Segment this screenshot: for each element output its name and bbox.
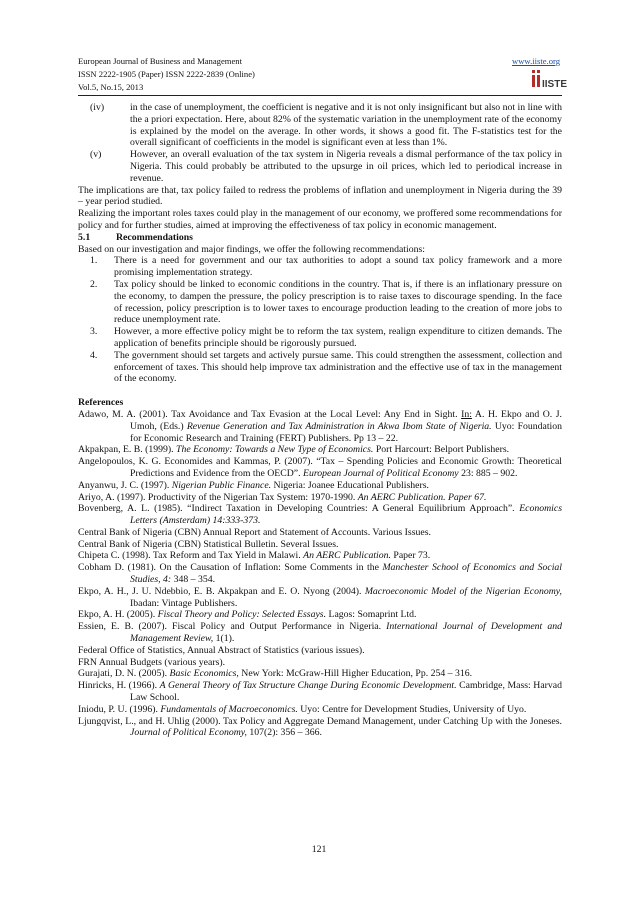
reference-text: Gurajati, D. N. (2005). — [78, 668, 170, 680]
reference-details: 23: 885 – 902. — [458, 467, 518, 479]
reference-entry — [78, 586, 562, 610]
recommendation-text: Tax policy should be linked to economic conditions in the country. That is, if there is an inflationary pressure on the economy, to dampen the pressure, the policy prescription is to raise taxes to discourage spending. In the face of recession, policy prescription is to lower taxes to encourage production leading to the creation of more jobs to reduce unemployment rate. — [114, 278, 562, 326]
reference-text: Bovenberg, A. L. (1985). “Indirect Taxation in Developing Countries: A General Equilibrium Approach”. — [78, 503, 520, 515]
reference-entry — [78, 503, 562, 527]
recommendation-marker: 4. — [90, 349, 98, 361]
reference-title: An AERC Publication. Paper 67. — [357, 491, 487, 503]
reference-text: A. H. Ekpo and O. J. Umoh, (Eds.) — [130, 408, 562, 432]
reference-text: FRN Annual Budgets (various years). — [78, 656, 226, 668]
reference-details: 107(2): 356 – 366. — [246, 727, 322, 739]
reference-title: European Journal of Political Economy — [303, 467, 459, 479]
reference-details: Port Harcourt: Belport Publishers. — [373, 444, 510, 456]
finding-item — [78, 149, 562, 184]
reference-title: International Journal of Development and Management Review, — [130, 621, 562, 645]
recommendations-intro: Based on our investigation and major findings, we offer the following recommendations: — [78, 243, 425, 255]
section-title: Recommendations — [116, 231, 193, 243]
recommendation-text: The government should set targets and actively pursue same. This could strengthen the assessment, collection and enforcement of taxes. This should help improve tax administration and the effective use of tax in the management of the economy. — [114, 349, 562, 385]
recommendation-item — [78, 350, 562, 385]
roles-paragraph: Realizing the important roles taxes could play in the management of our economy, we proffered some recommendations for policy and for further studies, aimed at improving the effectiveness of tax policy in economic management. — [78, 208, 562, 231]
reference-title: Macroeconomic Model of the Nigerian Economy, — [364, 585, 562, 597]
reference-text: Iniodu, P. U. (1996). — [78, 703, 161, 715]
recommendation-item — [78, 279, 562, 326]
reference-title: The Economy: Towards a New Type of Economics. — [176, 444, 374, 456]
reference-title: Manchester School of Economics and Social Studies, 4: — [130, 562, 562, 586]
reference-entry — [78, 562, 562, 586]
reference-text: Essien, E. B. (2007). Fiscal Policy and Output Performance in Nigeria. — [78, 621, 387, 633]
main-text — [78, 102, 562, 739]
finding-marker: (iv) — [90, 102, 105, 113]
reference-details: 1(1). — [213, 633, 235, 645]
reference-title: Revenue Generation and Tax Administration in Akwa Ibom State of Nigeria. — [186, 420, 492, 432]
recommendation-text: However, a more effective policy might be to reform the tax system, realign expenditure to citizen demands. The application of benefits principle should be rigorously pursued. — [114, 326, 562, 349]
reference-details: New York: McGraw-Hill Higher Education, Pp. 254 – 316. — [238, 668, 473, 680]
reference-text: Chipeta C. (1998). Tax Reform and Tax Yield in Malawi. — [78, 550, 304, 562]
reference-details: Lagos: Somaprint Ltd. — [326, 609, 417, 621]
journal-url-link[interactable]: www.iiste.org — [512, 56, 560, 66]
reference-underlined: In: — [461, 408, 472, 420]
reference-title: Economics Letters (Amsterdam) 14:333-373. — [130, 503, 562, 527]
reference-text: Central Bank of Nigeria (CBN) Annual Report and Statement of Accounts. Various Issues. — [78, 526, 431, 538]
reference-entry — [78, 645, 562, 657]
reference-title: Journal of Political Economy, — [130, 727, 247, 739]
finding-item — [78, 102, 562, 149]
reference-text: Anyanwu, J. C. (1997). — [78, 479, 172, 491]
reference-text: Ljungqvist, L., and H. Uhlig (2000). Tax Policy and Aggregate Demand Management, under Catching Up with the Joneses. — [78, 715, 562, 727]
reference-details: Cambridge, Mass: Harvad Law School. — [130, 680, 562, 704]
reference-entry — [78, 680, 562, 704]
reference-entry — [78, 409, 562, 444]
recommendation-item — [78, 255, 562, 279]
reference-text: Angelopoulos, K. G. Economides and Kammas, P. (2007). “Tax – Spending Policies and Economic Growth: Theoretical Predictions and Evidence from the OECD”. — [78, 456, 562, 479]
reference-entry — [78, 716, 562, 740]
finding-text: However, an overall evaluation of the tax system in Nigeria reveals a dismal performance of the tax policy in Nigeria. This could probably be attributed to the upsurge in oil prices, which led to periodical increase in revenue. — [130, 149, 562, 184]
reference-entry — [78, 621, 562, 645]
reference-text: Ariyo, A. (1997). Productivity of the Nigerian Tax System: 1970-1990. — [78, 491, 358, 503]
reference-entry — [78, 668, 562, 680]
journal-issn: ISSN 2222-1905 (Paper) ISSN 2222-2839 (Online) — [78, 69, 255, 79]
reference-entry — [78, 527, 562, 539]
reference-title: A General Theory of Tax Structure Change During Economic Development. — [159, 680, 457, 692]
logo-text: IISTE — [542, 79, 568, 90]
journal-name: European Journal of Business and Management — [78, 56, 242, 66]
reference-text: Akpakpan, E. B. (1999). — [78, 444, 177, 456]
reference-entry — [78, 456, 562, 480]
page-number: 121 — [311, 844, 327, 855]
reference-entry — [78, 492, 562, 504]
reference-title: Basic Economics, — [169, 668, 239, 680]
reference-title: Fundamentals of Macroeconomics. — [160, 703, 298, 715]
reference-text: Adawo, M. A. (2001). Tax Avoidance and Tax Evasion at the Local Level: Any End in Sight. — [78, 408, 462, 420]
reference-details: Uyo: Centre for Development Studies, University of Uyo. — [297, 703, 527, 715]
reference-details: Paper 73. — [390, 550, 431, 562]
reference-entry — [78, 550, 562, 562]
finding-text: in the case of unemployment, the coefficient is negative and it is not only insignificant but also not in line with the a priori expectation. Here, about 82% of the systematic variation in the unemployment rate of the economy is explained by the model on the average. In other words, it shows a good fit. The F-statistics test for the overall significant of coefficients in the model is significant even at less than 1%. — [130, 102, 562, 149]
reference-entry — [78, 539, 562, 551]
section-heading — [78, 232, 562, 244]
recommendation-text: There is a need for government and our tax authorities to adopt a sound tax policy framework and a more promising implementation strategy. — [114, 255, 562, 279]
reference-title: Nigerian Public Finance. — [171, 479, 272, 491]
reference-entry — [78, 444, 562, 456]
section-number: 5.1 — [78, 231, 91, 243]
references-heading: References — [78, 397, 124, 409]
reference-text: Ekpo, A. H., J. U. Ndebbio, E. B. Akpakpan and E. O. Nyong (2004). — [78, 585, 365, 597]
reference-text: Federal Office of Statistics, Annual Abstract of Statistics (various issues). — [78, 644, 365, 656]
reference-title: An AERC Publication. — [303, 550, 391, 562]
reference-title: Fiscal Theory and Policy: Selected Essays. — [157, 609, 327, 621]
reference-text: Hinricks, H. (1966). — [78, 680, 160, 692]
reference-entry — [78, 704, 562, 716]
reference-text: Central Bank of Nigeria (CBN) Statistical Bulletin. Several Issues. — [78, 538, 339, 550]
implications-paragraph: The implications are that, tax policy failed to redress the problems of inflation and unemployment in Nigeria during the 39 – year period studied. — [78, 184, 562, 208]
recommendation-marker: 2. — [90, 278, 98, 290]
reference-details: 348 – 354. — [171, 574, 216, 586]
iiste-logo — [531, 68, 568, 90]
reference-entry — [78, 480, 562, 492]
reference-details: Nigeria: Joanee Educational Publishers. — [271, 479, 429, 491]
reference-text: Cobham D. (1981). On the Causation of Inflation: Some Comments in the — [78, 562, 383, 574]
recommendation-marker: 3. — [90, 326, 98, 338]
reference-text: Ekpo, A. H. (2005). — [78, 609, 158, 621]
references-list — [78, 409, 562, 739]
finding-marker: (v) — [90, 149, 102, 161]
reference-entry — [78, 657, 562, 669]
reference-details: Ibadan: Vintage Publishers. — [130, 597, 238, 609]
reference-details: Uyo: Foundation for Economic Research and Training (FERT) Publishers. Pp 13 – 22. — [130, 420, 562, 444]
reference-entry — [78, 609, 562, 621]
recommendation-item — [78, 326, 562, 350]
recommendation-marker: 1. — [90, 255, 98, 267]
header-rule — [78, 95, 562, 96]
journal-volume: Vol.5, No.15, 2013 — [78, 82, 144, 92]
